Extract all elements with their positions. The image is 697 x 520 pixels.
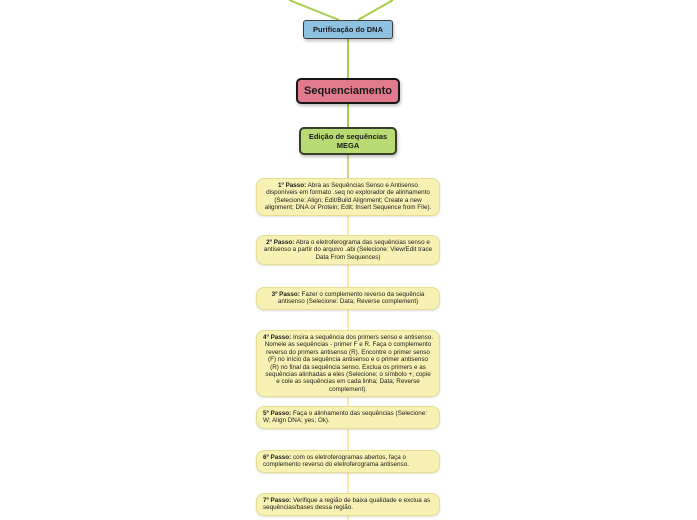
step-6-title: 6º Passo: — [263, 454, 292, 461]
step-1-title: 1º Passo: — [278, 182, 307, 189]
step-4-title: 4º Passo: — [263, 334, 292, 341]
step-2-text: Abra o eletroferograma das sequências senso e antisenso a partir do arquivo .abi (Selecione: View/Edit trace Data From Sequences) — [263, 239, 433, 261]
node-sequenciamento[interactable]: Sequenciamento — [296, 78, 400, 104]
step-3-title: 3º Passo: — [271, 291, 300, 298]
step-5-text: Faça o alinhamento das sequências (Selecione: W; Align DNA; yes; Ok). — [263, 410, 428, 425]
step-3-text: Fazer o complemento reverso da sequência antisenso (Selecione: Data; Reverse complement) — [277, 291, 425, 306]
connector-line — [289, 0, 339, 20]
step-4[interactable] — [256, 330, 440, 397]
node-edicao-label-line2: MEGA — [336, 141, 360, 150]
step-1[interactable] — [256, 178, 440, 216]
step-2[interactable] — [256, 235, 440, 265]
node-purificacao-dna[interactable]: Purificação do DNA — [303, 20, 393, 39]
step-7[interactable] — [256, 493, 440, 516]
connector-line — [358, 0, 393, 20]
step-7-title: 7º Passo: — [263, 497, 292, 504]
step-1-text: Abra as Sequências Senso e Antisenso disponíveis em formato .seq no explorador de alinhamento (Selecione: Align; Edit/Build Alignment; Create a new alignment; DNA or Protein; Edit; Insert Sequence from File). — [264, 182, 432, 212]
step-4-text: Insira a sequência dos primers senso e antisenso. Nomeie as sequências - primer F e R. Faça o complemento reverso do primers antisenso (R). Encontre o primer senso (F) no início da sequência antisenso e o primer antisenso (R) no final da sequência senso. Exclua os primers e as sequências alinhadas a eles (Selecione: o símbolo +; copie e cole as sequências em cada linha; Data; Reverse complement). — [264, 334, 433, 393]
node-edicao-label-line1: Edição de sequências — [308, 132, 388, 141]
node-edicao-sequencias-mega[interactable] — [299, 127, 397, 155]
step-5[interactable] — [256, 406, 440, 429]
step-2-title: 2º Passo: — [266, 239, 295, 246]
step-3[interactable] — [256, 287, 440, 310]
step-6-text: com os eletroferogramas abertos, faça o complemento reverso do eletroferograma antisenso. — [263, 454, 409, 469]
step-6[interactable] — [256, 450, 440, 473]
step-5-title: 5º Passo: — [263, 410, 292, 417]
step-7-text: Verifique a região de baixa qualidade e exclua as sequências/bases dessa região. — [263, 497, 431, 512]
